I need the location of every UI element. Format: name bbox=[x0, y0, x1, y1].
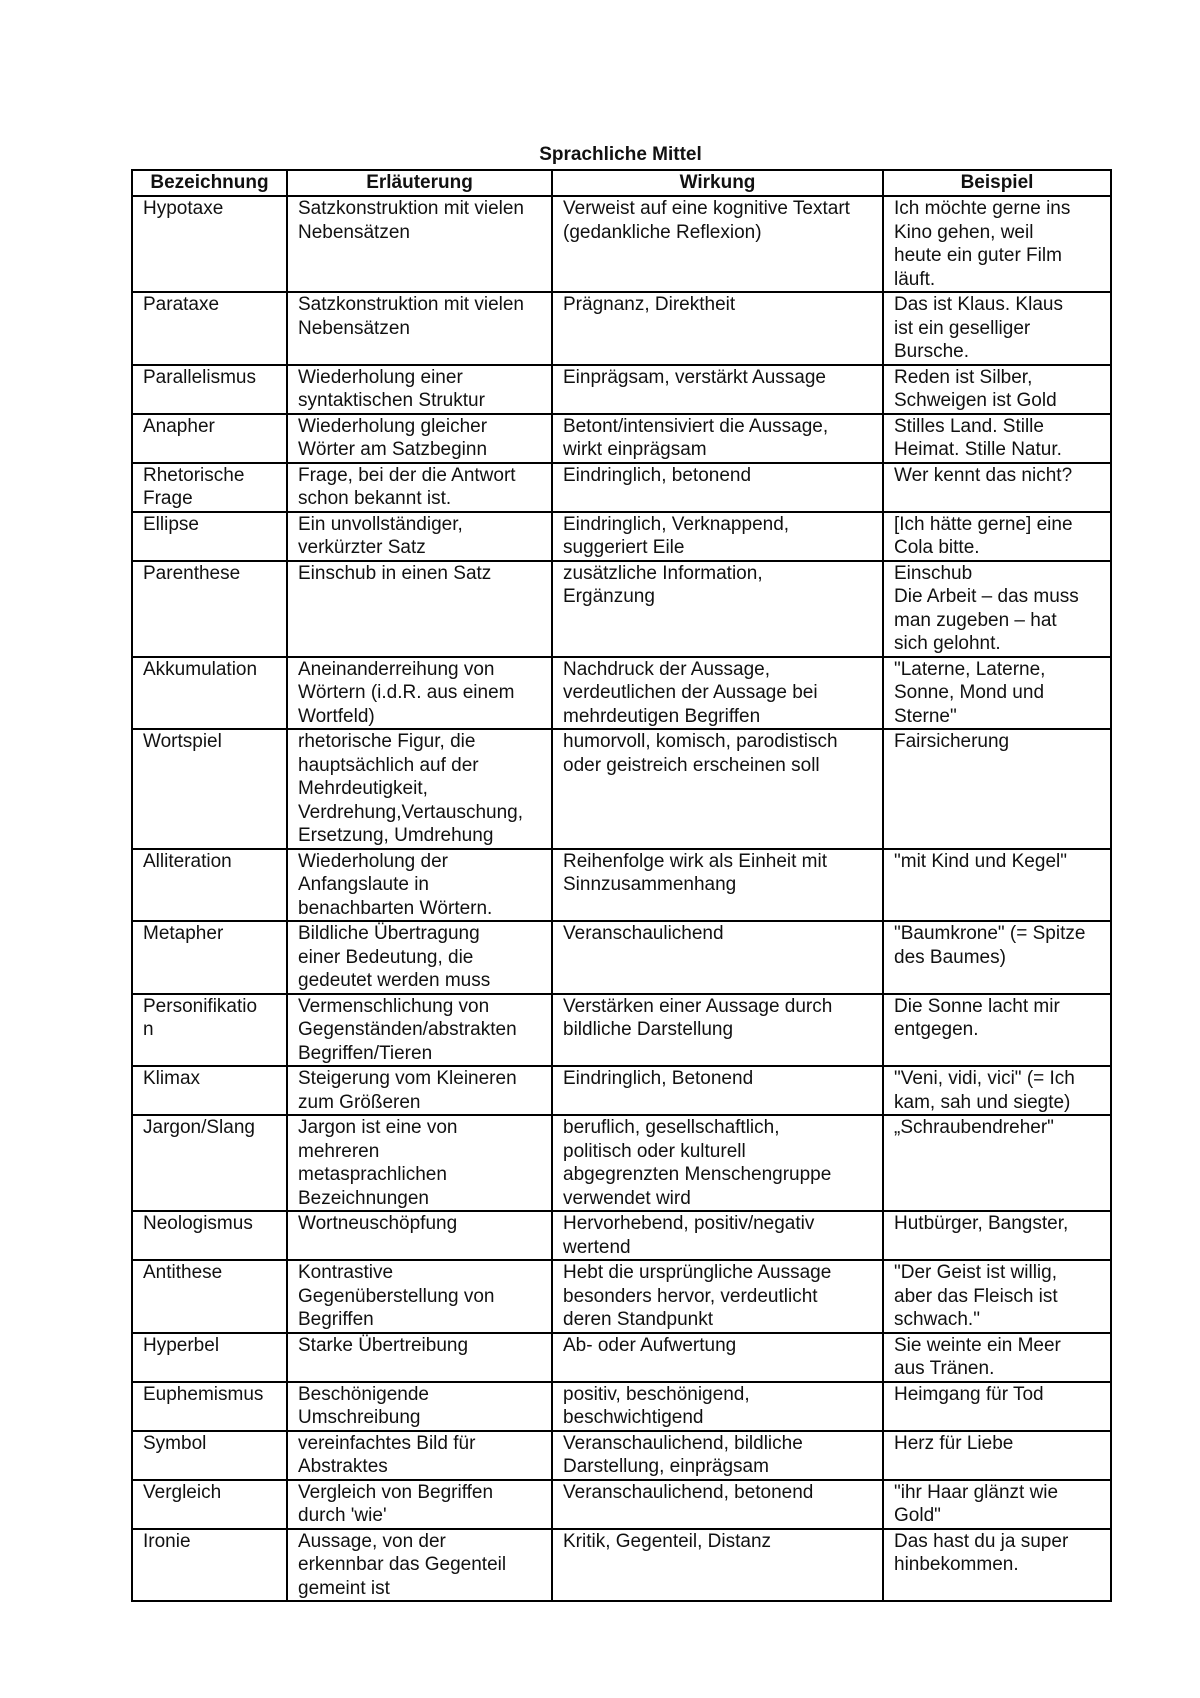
cell-example-text: Die Sonne lacht mir entgegen. bbox=[894, 995, 1060, 1040]
cell-effect-text: beruflich, gesellschaftlich, politisch oder kulturell abgegrenzten Menschengruppe verwendet wird bbox=[563, 1117, 832, 1209]
cell-explanation bbox=[287, 1115, 552, 1211]
cell-explanation bbox=[287, 1211, 552, 1260]
cell-effect-text: Reihenfolge wirk als Einheit mit Sinnzusammenhang bbox=[563, 850, 828, 895]
cell-example bbox=[883, 292, 1111, 365]
cell-effect-text: Veranschaulichend, betonend bbox=[563, 1481, 814, 1503]
cell-name-text: Jargon/Slang bbox=[143, 1117, 255, 1138]
cell-example-text: Das ist Klaus. Klaus ist ein geselliger Bursche. bbox=[894, 294, 1063, 362]
cell-name bbox=[132, 1480, 287, 1529]
cell-name bbox=[132, 1260, 287, 1333]
cell-name bbox=[132, 657, 287, 730]
cell-explanation bbox=[287, 1431, 552, 1480]
cell-explanation bbox=[287, 994, 552, 1067]
cell-name-text: Klimax bbox=[143, 1068, 201, 1089]
cell-effect-text: Eindringlich, Betonend bbox=[563, 1068, 754, 1089]
cell-name bbox=[132, 921, 287, 994]
cell-example-text: "Laterne, Laterne, Sonne, Mond und Sterne" bbox=[894, 658, 1046, 727]
cell-name-text: Vergleich bbox=[143, 1481, 222, 1503]
cell-example-text: "ihr Haar glänzt wie Gold" bbox=[894, 1481, 1059, 1526]
cell-example-text: Fairsicherung bbox=[894, 731, 1010, 752]
cell-name bbox=[132, 849, 287, 922]
cell-explanation-text: Vermenschlichung von Gegenständen/abstrakten Begriffen/Tieren bbox=[298, 995, 517, 1064]
cell-name-text: Wortspiel bbox=[143, 731, 222, 752]
cell-explanation bbox=[287, 1333, 552, 1382]
cell-example bbox=[883, 729, 1111, 849]
table-row bbox=[132, 512, 1111, 561]
cell-example bbox=[883, 1529, 1111, 1602]
cell-example bbox=[883, 1211, 1111, 1260]
table-row bbox=[132, 292, 1111, 365]
cell-name bbox=[132, 1382, 287, 1431]
cell-effect-text: Betont/intensiviert die Aussage, wirkt einprägsam bbox=[563, 415, 829, 460]
cell-explanation-text: Kontrastive Gegenüberstellung von Begriffen bbox=[298, 1262, 495, 1330]
cell-effect bbox=[552, 849, 883, 922]
cell-explanation bbox=[287, 512, 552, 561]
cell-example bbox=[883, 1115, 1111, 1211]
cell-effect-text: Nachdruck der Aussage, verdeutlichen der Aussage bei mehrdeutigen Begriffen bbox=[563, 658, 818, 727]
cell-example-text: Herz für Liebe bbox=[894, 1432, 1014, 1454]
cell-effect bbox=[552, 1382, 883, 1431]
cell-name-text: Alliteration bbox=[143, 850, 232, 872]
cell-name bbox=[132, 1333, 287, 1382]
cell-explanation-text: Frage, bei der die Antwort schon bekannt ist. bbox=[298, 464, 516, 509]
table-row bbox=[132, 1431, 1111, 1480]
cell-example-text: Das hast du ja super hinbekommen. bbox=[894, 1530, 1069, 1575]
cell-name-text: Parenthese bbox=[143, 562, 241, 584]
cell-effect bbox=[552, 994, 883, 1067]
cell-example-text: "Veni, vidi, vici" (= Ich kam, sah und siegte) bbox=[894, 1068, 1075, 1113]
cell-example bbox=[883, 994, 1111, 1067]
cell-example-text: Wer kennt das nicht? bbox=[894, 464, 1073, 486]
cell-example bbox=[883, 921, 1111, 994]
cell-effect-text: Einprägsam, verstärkt Aussage bbox=[563, 366, 826, 388]
cell-example-text: Reden ist Silber, Schweigen ist Gold bbox=[894, 366, 1057, 411]
cell-name bbox=[132, 994, 287, 1067]
table-row bbox=[132, 463, 1111, 512]
cell-example bbox=[883, 365, 1111, 414]
cell-explanation bbox=[287, 1480, 552, 1529]
cell-effect bbox=[552, 1115, 883, 1211]
cell-effect-text: Verstärken einer Aussage durch bildliche Darstellung bbox=[563, 995, 833, 1040]
cell-name-text: Symbol bbox=[143, 1432, 207, 1454]
cell-explanation bbox=[287, 921, 552, 994]
header-wirkung: Wirkung bbox=[552, 170, 883, 196]
cell-effect-text: Veranschaulichend, bildliche Darstellung, einprägsam bbox=[563, 1432, 803, 1477]
cell-example bbox=[883, 463, 1111, 512]
cell-example bbox=[883, 1333, 1111, 1382]
cell-name bbox=[132, 1115, 287, 1211]
cell-explanation bbox=[287, 849, 552, 922]
cell-example bbox=[883, 657, 1111, 730]
cell-explanation bbox=[287, 414, 552, 463]
table-row bbox=[132, 1115, 1111, 1211]
cell-example bbox=[883, 414, 1111, 463]
cell-example-text: Heimgang für Tod bbox=[894, 1383, 1044, 1405]
cell-name-text: Parallelismus bbox=[143, 366, 256, 388]
cell-explanation-text: Wortneuschöpfung bbox=[298, 1213, 458, 1234]
cell-example-text: Einschub Die Arbeit – das muss man zugeben – hat sich gelohnt. bbox=[894, 562, 1079, 654]
cell-effect bbox=[552, 292, 883, 365]
table-row bbox=[132, 196, 1111, 292]
cell-name bbox=[132, 414, 287, 463]
cell-effect-text: Hebt die ursprüngliche Aussage besonders hervor, verdeutlicht deren Standpunkt bbox=[563, 1262, 832, 1330]
cell-effect bbox=[552, 1333, 883, 1382]
table-row bbox=[132, 1211, 1111, 1260]
cell-explanation-text: Steigerung vom Kleineren zum Größeren bbox=[298, 1068, 517, 1113]
cell-name bbox=[132, 463, 287, 512]
cell-effect bbox=[552, 1431, 883, 1480]
table-row bbox=[132, 1529, 1111, 1602]
cell-explanation-text: Jargon ist eine von mehreren metasprachlichen Bezeichnungen bbox=[298, 1117, 458, 1209]
table-row bbox=[132, 1260, 1111, 1333]
cell-effect bbox=[552, 365, 883, 414]
cell-example-text: "mit Kind und Kegel" bbox=[894, 850, 1067, 872]
cell-effect bbox=[552, 921, 883, 994]
cell-name bbox=[132, 196, 287, 292]
cell-name bbox=[132, 1529, 287, 1602]
cell-explanation-text: Wiederholung gleicher Wörter am Satzbeginn bbox=[298, 415, 488, 460]
cell-effect bbox=[552, 196, 883, 292]
cell-explanation bbox=[287, 196, 552, 292]
cell-explanation bbox=[287, 1260, 552, 1333]
cell-effect-text: Eindringlich, Verknappend, suggeriert Eile bbox=[563, 513, 790, 558]
cell-explanation-text: Einschub in einen Satz bbox=[298, 562, 492, 584]
cell-effect-text: zusätzliche Information, Ergänzung bbox=[563, 562, 763, 607]
cell-example-text: Sie weinte ein Meer aus Tränen. bbox=[894, 1334, 1061, 1379]
cell-explanation bbox=[287, 1382, 552, 1431]
cell-explanation bbox=[287, 292, 552, 365]
cell-explanation-text: Satzkonstruktion mit vielen Nebensätzen bbox=[298, 198, 524, 243]
table-row bbox=[132, 1066, 1111, 1115]
cell-name-text: Neologismus bbox=[143, 1213, 253, 1234]
table-row bbox=[132, 1333, 1111, 1382]
cell-explanation-text: Bildliche Übertragung einer Bedeutung, die gedeutet werden muss bbox=[298, 923, 491, 991]
cell-name-text: Ironie bbox=[143, 1530, 191, 1552]
cell-effect bbox=[552, 1480, 883, 1529]
cell-effect-text: Prägnanz, Direktheit bbox=[563, 294, 736, 315]
cell-explanation-text: Wiederholung der Anfangslaute in benachbarten Wörtern. bbox=[298, 850, 493, 919]
table-row bbox=[132, 365, 1111, 414]
table-row bbox=[132, 657, 1111, 730]
table-row bbox=[132, 849, 1111, 922]
cell-effect bbox=[552, 1529, 883, 1602]
cell-effect bbox=[552, 512, 883, 561]
cell-effect bbox=[552, 657, 883, 730]
cell-example bbox=[883, 1431, 1111, 1480]
cell-explanation-text: vereinfachtes Bild für Abstraktes bbox=[298, 1432, 476, 1477]
cell-name-text: Parataxe bbox=[143, 294, 220, 315]
cell-example-text: "Der Geist ist willig, aber das Fleisch ist schwach." bbox=[894, 1262, 1058, 1330]
cell-name bbox=[132, 512, 287, 561]
cell-explanation-text: Wiederholung einer syntaktischen Struktur bbox=[298, 366, 485, 411]
cell-effect bbox=[552, 414, 883, 463]
cell-name bbox=[132, 1066, 287, 1115]
cell-effect-text: humorvoll, komisch, parodistisch oder geistreich erscheinen soll bbox=[563, 731, 838, 776]
cell-example bbox=[883, 512, 1111, 561]
cell-name bbox=[132, 1431, 287, 1480]
cell-explanation-text: Satzkonstruktion mit vielen Nebensätzen bbox=[298, 294, 524, 339]
cell-name bbox=[132, 292, 287, 365]
cell-name-text: Antithese bbox=[143, 1262, 223, 1283]
page-title: Sprachliche Mittel bbox=[539, 144, 702, 165]
cell-effect bbox=[552, 463, 883, 512]
cell-name-text: Hyperbel bbox=[143, 1334, 220, 1356]
table-row bbox=[132, 921, 1111, 994]
table-row bbox=[132, 1480, 1111, 1529]
header-bezeichnung: Bezeichnung bbox=[132, 170, 287, 196]
cell-explanation-text: Vergleich von Begriffen durch 'wie' bbox=[298, 1481, 494, 1526]
cell-name-text: Euphemismus bbox=[143, 1383, 264, 1405]
cell-explanation-text: Aussage, von der erkennbar das Gegenteil gemeint ist bbox=[298, 1530, 507, 1599]
table-row bbox=[132, 561, 1111, 657]
header-beispiel: Beispiel bbox=[883, 170, 1111, 196]
cell-example-text: [Ich hätte gerne] eine Cola bitte. bbox=[894, 513, 1073, 558]
cell-effect bbox=[552, 729, 883, 849]
cell-effect-text: Ab- oder Aufwertung bbox=[563, 1334, 737, 1356]
cell-example-text: „Schraubendreher" bbox=[894, 1117, 1054, 1138]
cell-example-text: "Baumkrone" (= Spitze des Baumes) bbox=[894, 923, 1086, 968]
cell-effect-text: Kritik, Gegenteil, Distanz bbox=[563, 1530, 772, 1552]
cell-example bbox=[883, 849, 1111, 922]
cell-example-text: Hutbürger, Bangster, bbox=[894, 1213, 1069, 1234]
cell-name bbox=[132, 365, 287, 414]
cell-example bbox=[883, 1066, 1111, 1115]
cell-example-text: Stilles Land. Stille Heimat. Stille Natur. bbox=[894, 415, 1062, 460]
cell-explanation bbox=[287, 729, 552, 849]
cell-effect-text: positiv, beschönigend, beschwichtigend bbox=[563, 1383, 750, 1428]
cell-name bbox=[132, 729, 287, 849]
cell-name bbox=[132, 1211, 287, 1260]
cell-name-text: Personifikatio n bbox=[143, 995, 258, 1040]
cell-explanation bbox=[287, 1066, 552, 1115]
cell-effect-text: Verweist auf eine kognitive Textart (gedankliche Reflexion) bbox=[563, 198, 850, 243]
cell-explanation bbox=[287, 657, 552, 730]
rhetorical-devices-table bbox=[131, 169, 1112, 1602]
cell-name-text: Ellipse bbox=[143, 513, 199, 535]
cell-name-text: Anapher bbox=[143, 415, 215, 437]
cell-example bbox=[883, 1480, 1111, 1529]
cell-example-text: Ich möchte gerne ins Kino gehen, weil heute ein guter Film läuft. bbox=[894, 198, 1071, 290]
cell-name-text: Hypotaxe bbox=[143, 198, 224, 219]
cell-explanation-text: rhetorische Figur, die hauptsächlich auf der Mehrdeutigkeit, Verdrehung,Vertauschung, Ersetzung, Umdrehung bbox=[298, 731, 524, 846]
cell-example bbox=[883, 1382, 1111, 1431]
header-row bbox=[132, 170, 1111, 196]
cell-explanation-text: Beschönigende Umschreibung bbox=[298, 1383, 429, 1428]
cell-explanation-text: Aneinanderreihung von Wörtern (i.d.R. aus einem Wortfeld) bbox=[298, 658, 515, 727]
cell-name-text: Rhetorische Frage bbox=[143, 464, 245, 509]
table-row bbox=[132, 414, 1111, 463]
cell-effect bbox=[552, 1211, 883, 1260]
cell-effect bbox=[552, 561, 883, 657]
table-body bbox=[132, 196, 1111, 1601]
cell-example bbox=[883, 561, 1111, 657]
cell-effect-text: Hervorhebend, positiv/negativ wertend bbox=[563, 1213, 815, 1258]
cell-example bbox=[883, 1260, 1111, 1333]
cell-explanation bbox=[287, 463, 552, 512]
cell-name-text: Akkumulation bbox=[143, 658, 258, 680]
cell-explanation-text: Ein unvollständiger, verkürzter Satz bbox=[298, 513, 463, 558]
cell-effect bbox=[552, 1260, 883, 1333]
cell-explanation bbox=[287, 561, 552, 657]
cell-name bbox=[132, 561, 287, 657]
cell-effect-text: Veranschaulichend bbox=[563, 923, 724, 944]
cell-explanation bbox=[287, 1529, 552, 1602]
cell-explanation-text: Starke Übertreibung bbox=[298, 1334, 469, 1356]
cell-name-text: Metapher bbox=[143, 923, 224, 944]
cell-effect bbox=[552, 1066, 883, 1115]
cell-explanation bbox=[287, 365, 552, 414]
cell-example bbox=[883, 196, 1111, 292]
table-row bbox=[132, 729, 1111, 849]
table-row bbox=[132, 1382, 1111, 1431]
table-row bbox=[132, 994, 1111, 1067]
cell-effect-text: Eindringlich, betonend bbox=[563, 464, 752, 486]
header-erlaeuterung: Erläuterung bbox=[287, 170, 552, 196]
